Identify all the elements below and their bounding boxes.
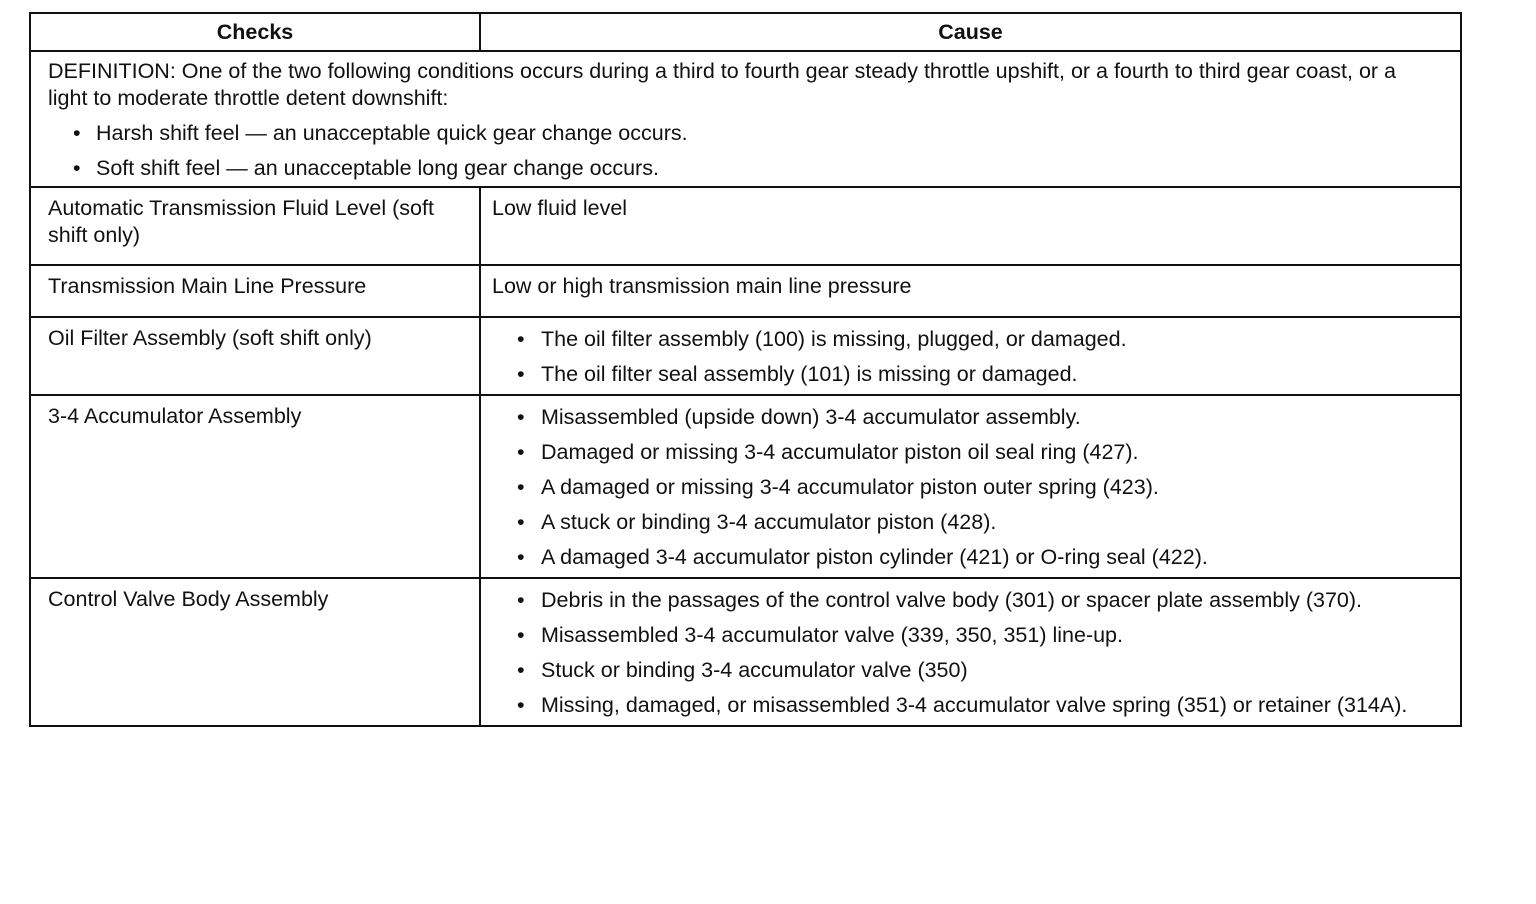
table-row [30,187,1461,265]
bullet-icon: • [73,121,81,145]
bullet-icon: • [517,362,525,386]
bullet-icon: • [517,475,525,499]
bullet-icon: • [517,405,525,429]
cause-text: Misassembled (upside down) 3-4 accumulator assembly. [541,405,1081,429]
table-row [30,317,1461,395]
list-item [492,544,1445,571]
definition-bullet-text: Soft shift feel — an unacceptable long gear change occurs. [96,156,659,180]
cause-text: Damaged or missing 3-4 accumulator piston oil seal ring (427). [541,440,1139,464]
list-item [492,509,1445,536]
table-row [30,265,1461,317]
list-item [48,155,1440,182]
definition-cell [30,51,1461,187]
definition-bullet-text: Harsh shift feel — an unacceptable quick gear change occurs. [96,121,688,145]
check-cell: Control Valve Body Assembly [30,578,480,726]
list-item [492,326,1445,353]
cause-bullet-list [492,326,1445,388]
check-cell: Oil Filter Assembly (soft shift only) [30,317,480,395]
list-item [492,404,1445,431]
cause-cell: Low fluid level [480,187,1461,265]
cause-text: The oil filter seal assembly (101) is missing or damaged. [541,362,1078,386]
list-item [492,439,1445,466]
table-row [30,395,1461,578]
bullet-icon: • [517,623,525,647]
cause-bullet-list [492,587,1445,719]
cause-cell: Low or high transmission main line pressure [480,265,1461,317]
checks-column-header: Checks [30,13,480,51]
cause-text: Debris in the passages of the control valve body (301) or spacer plate assembly (370). [541,588,1363,612]
table-row [30,578,1461,726]
cause-text: A damaged or missing 3-4 accumulator piston outer spring (423). [541,475,1159,499]
cause-text: Stuck or binding 3-4 accumulator valve (350) [541,658,968,682]
cause-column-header: Cause [480,13,1461,51]
bullet-icon: • [517,510,525,534]
cause-text: A damaged 3-4 accumulator piston cylinder (421) or O-ring seal (422). [541,545,1208,569]
bullet-icon: • [517,658,525,682]
bullet-icon: • [73,156,81,180]
bullet-icon: • [517,588,525,612]
list-item [492,622,1445,649]
cause-text: Missing, damaged, or misassembled 3-4 accumulator valve spring (351) or retainer (314A). [541,693,1408,717]
diagnostic-table-sheet [29,12,1460,727]
definition-row [30,51,1461,187]
cause-cell [480,395,1461,578]
cause-cell [480,578,1461,726]
list-item [492,361,1445,388]
list-item [492,692,1445,719]
bullet-icon: • [517,327,525,351]
check-cell: 3-4 Accumulator Assembly [30,395,480,578]
cause-text: The oil filter assembly (100) is missing, plugged, or damaged. [541,327,1127,351]
bullet-icon: • [517,545,525,569]
check-cell: Transmission Main Line Pressure [30,265,480,317]
definition-bullet-list [48,120,1440,182]
definition-text: DEFINITION: One of the two following conditions occurs during a third to fourth gear steady throttle upshift, or a fourth to third gear coast, or a light to moderate throttle detent downshift: [48,59,1397,110]
cause-text: Misassembled 3-4 accumulator valve (339, 350, 351) line-up. [541,623,1123,647]
bullet-icon: • [517,693,525,717]
cause-cell [480,317,1461,395]
list-item [492,474,1445,501]
diagnostic-table [29,12,1462,727]
cause-bullet-list [492,404,1445,571]
bullet-icon: • [517,440,525,464]
list-item [492,657,1445,684]
check-cell: Automatic Transmission Fluid Level (soft shift only) [30,187,480,265]
list-item [492,587,1445,614]
table-header-row [30,13,1461,51]
cause-text: A stuck or binding 3-4 accumulator piston (428). [541,510,997,534]
list-item [48,120,1440,147]
